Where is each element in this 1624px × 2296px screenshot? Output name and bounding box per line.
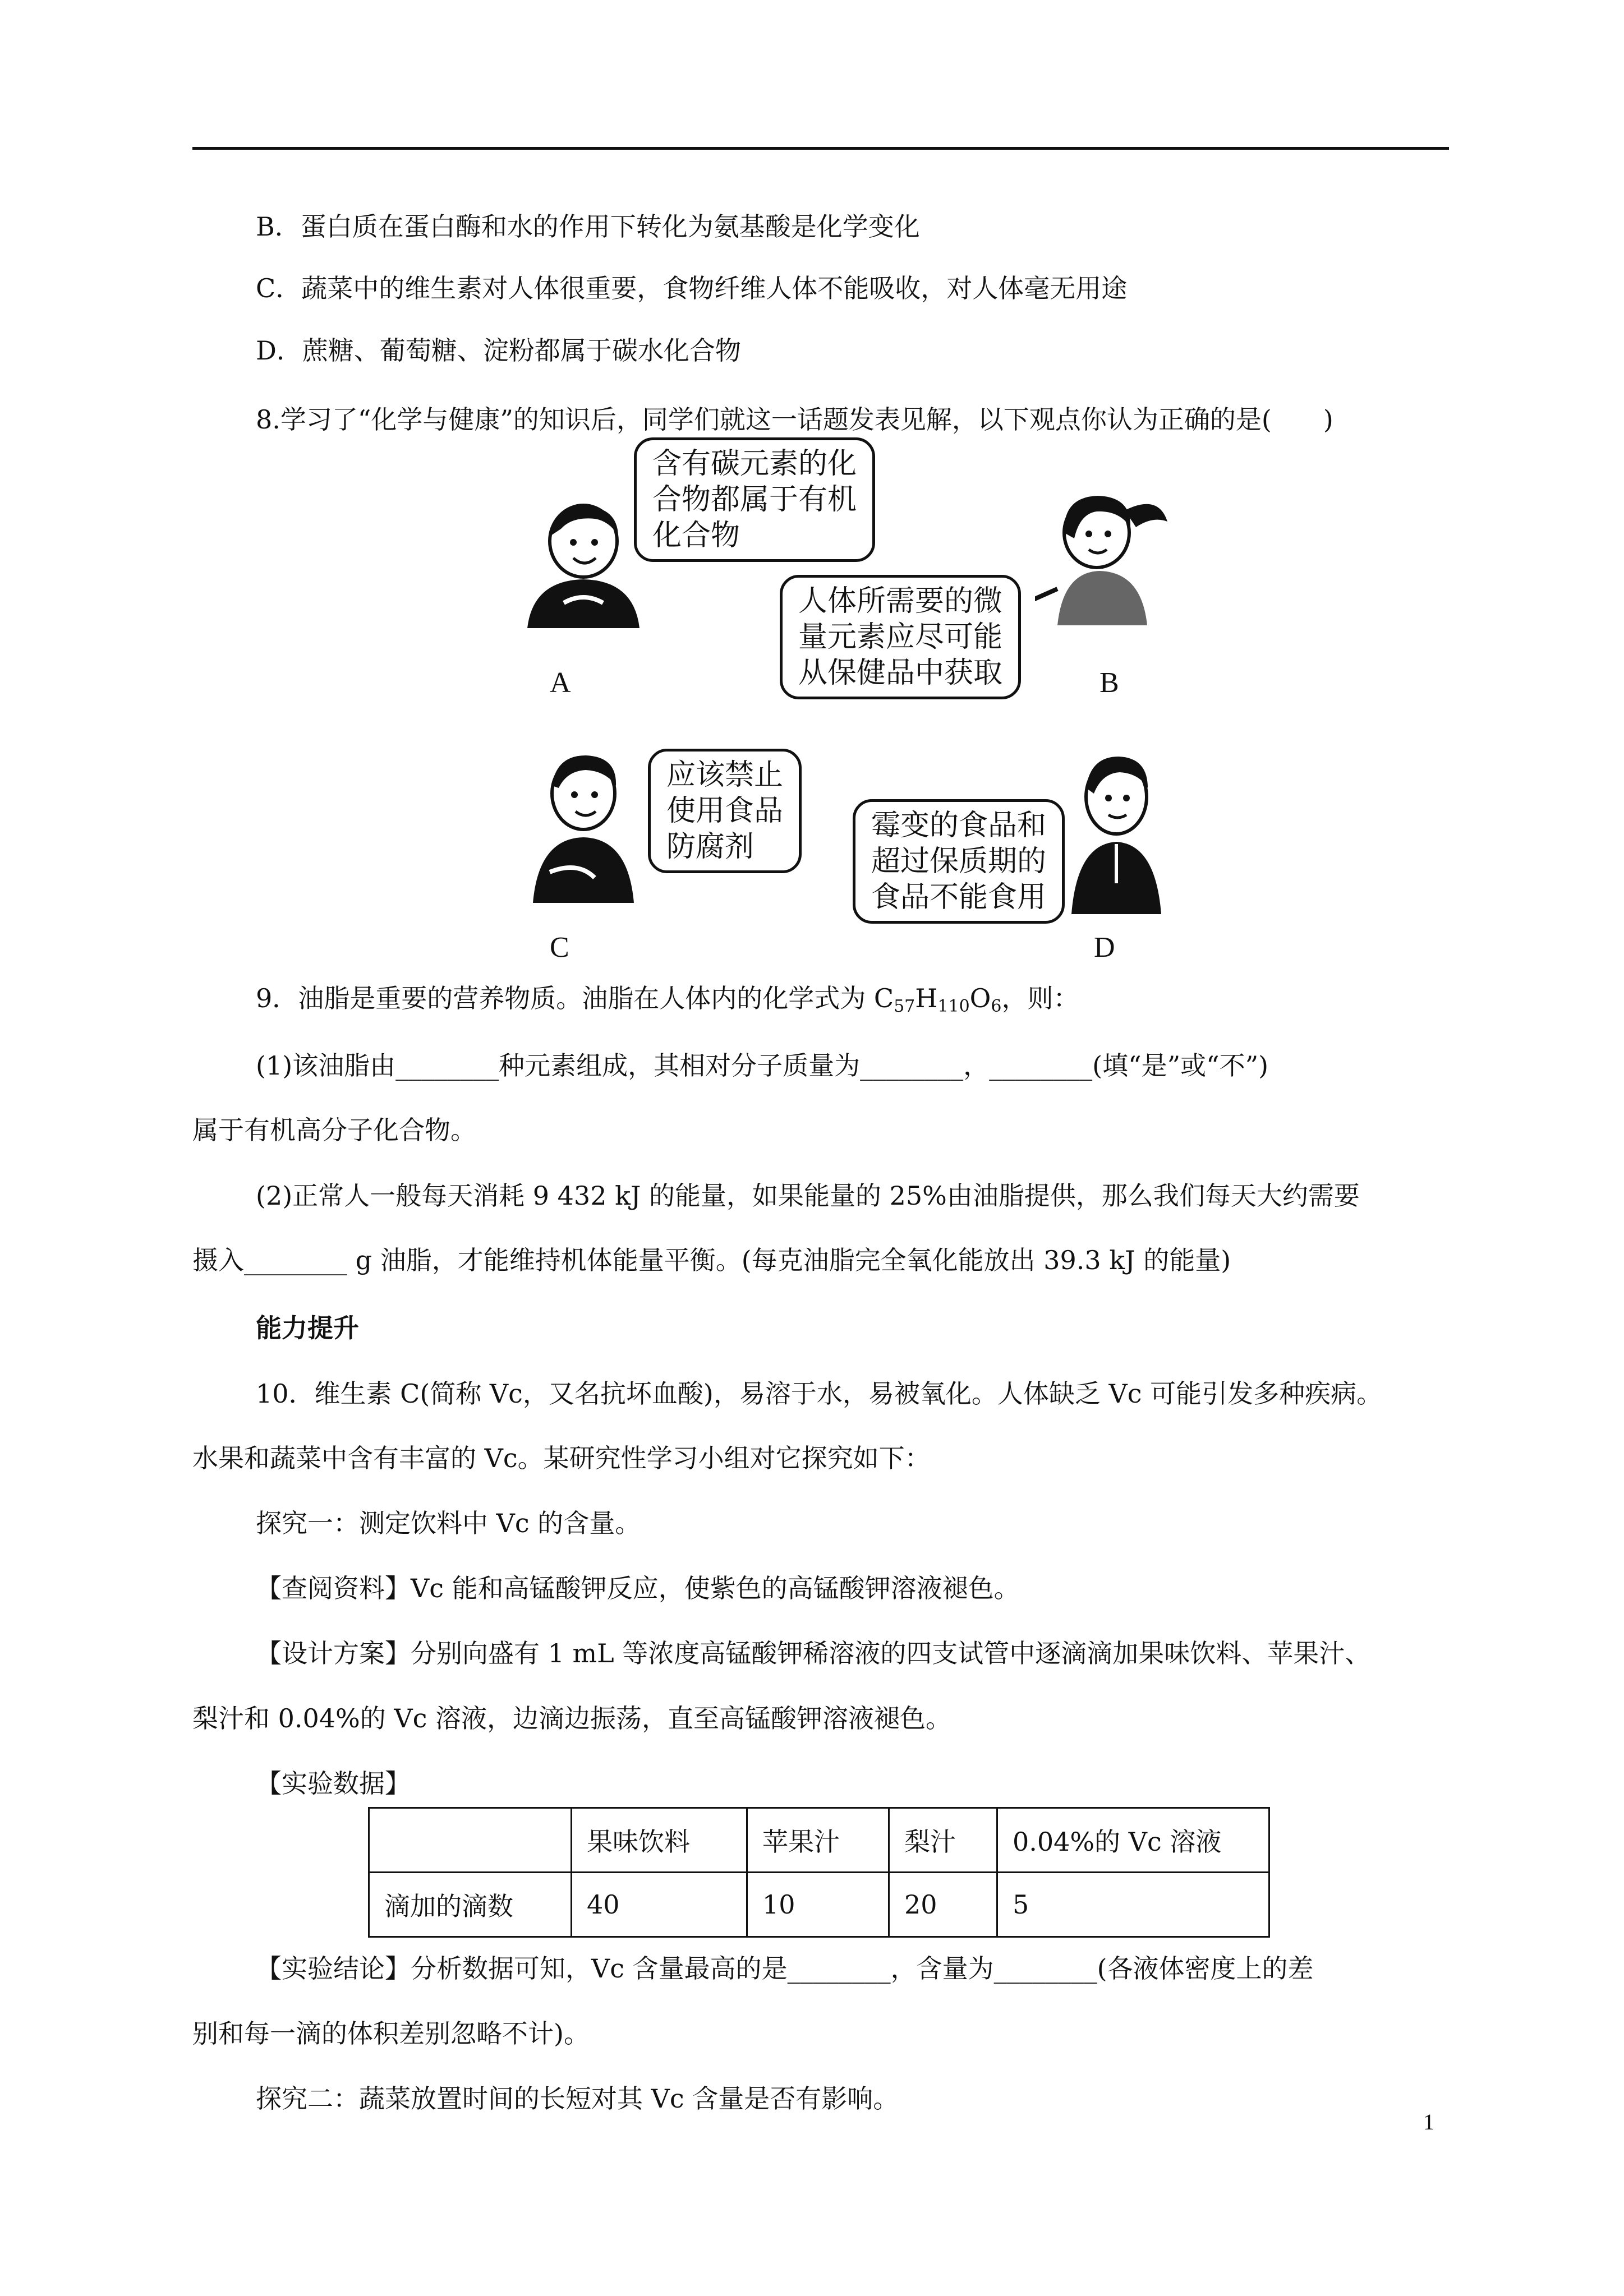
q9-part1-line1: (1)该油脂由________种元素组成，其相对分子质量为________，________(填“是”或“不”) xyxy=(256,1050,1269,1081)
table-cell: 10 xyxy=(747,1873,889,1937)
bubble-a xyxy=(634,437,875,562)
bubble-d-line-3: 食品不能食用 xyxy=(871,880,1047,914)
q10-design-line2: 梨汁和 0.04%的 Vc 溶液，边滴边振荡，直至高锰酸钾溶液褪色。 xyxy=(192,1703,951,1733)
bubble-b-line-2: 量元素应尽可能 xyxy=(798,620,1003,654)
bubble-b-line-1: 人体所需要的微 xyxy=(798,584,1003,618)
table-cell: 滴加的滴数 xyxy=(369,1873,572,1937)
section-title: 能力提升 xyxy=(256,1313,359,1343)
bubble-d-line-1: 霉变的食品和 xyxy=(871,809,1047,842)
bubble-b xyxy=(780,575,1021,699)
table-header-cell: 梨汁 xyxy=(889,1808,997,1873)
q9-sub-3: 6 xyxy=(991,997,1002,1016)
q9-part2-line2: 摄入________ g 油脂，才能维持机体能量平衡。(每克油脂完全氧化能放出 39.3 kJ 的能量) xyxy=(192,1245,1231,1275)
q10-explore-1: 探究一：测定饮料中 Vc 的含量。 xyxy=(256,1508,641,1538)
bubble-a-line-3: 化合物 xyxy=(652,519,740,552)
q9-part1-line2: 属于有机高分子化合物。 xyxy=(192,1115,476,1145)
bubble-c-line-1: 应该禁止 xyxy=(666,758,784,792)
table-cell: 20 xyxy=(889,1873,997,1937)
q9-part2-line1: (2)正常人一般每天消耗 9 432 kJ 的能量，如果能量的 25%由油脂提供，那么我们每天大约需要 xyxy=(256,1181,1360,1211)
q9-text-pre: 9．油脂是重要的营养物质。油脂在人体内的化学式为 C xyxy=(256,983,894,1013)
table-row xyxy=(369,1873,1269,1937)
vc-data-table xyxy=(368,1807,1270,1938)
label-a: A xyxy=(550,667,571,699)
table-header-cell: 0.04%的 Vc 溶液 xyxy=(997,1808,1269,1873)
man-d-illustration xyxy=(1060,749,1172,917)
q9-sub-2: 110 xyxy=(937,997,970,1016)
table-cell: 5 xyxy=(997,1873,1269,1937)
table-header-row xyxy=(369,1808,1269,1873)
q10-conclusion-line2: 别和每一滴的体积差别忽略不计)。 xyxy=(192,2018,590,2049)
option-d: D．蔗糖、葡萄糖、淀粉都属于碳水化合物 xyxy=(256,335,741,366)
table-header-cell xyxy=(369,1808,572,1873)
q10-conclusion-line1: 【实验结论】分析数据可知，Vc 含量最高的是________，含量为________(各液体密度上的差 xyxy=(256,1953,1314,1984)
boy-c-illustration xyxy=(516,749,651,906)
bubble-a-line-2: 合物都属于有机 xyxy=(652,483,857,517)
label-d: D xyxy=(1094,932,1115,963)
bubble-d-line-2: 超过保质期的 xyxy=(871,845,1047,878)
girl-b-illustration xyxy=(1035,488,1181,628)
page-number: 1 xyxy=(1423,2109,1434,2134)
bubble-b-line-3: 从保健品中获取 xyxy=(798,656,1003,690)
question-8: 8.学习了“化学与健康”的知识后，同学们就这一话题发表见解，以下观点你认为正确的是( ) xyxy=(256,404,1333,435)
bubble-c-line-3: 防腐剂 xyxy=(666,830,755,864)
q10-explore-2: 探究二：蔬菜放置时间的长短对其 Vc 含量是否有影响。 xyxy=(256,2083,899,2114)
bubble-d xyxy=(853,799,1065,924)
label-b: B xyxy=(1099,667,1119,699)
q10-line2: 水果和蔬菜中含有丰富的 Vc。某研究性学习小组对它探究如下： xyxy=(192,1443,931,1473)
q10-line1: 10．维生素 C(简称 Vc，又名抗坏血酸)，易溶于水，易被氧化。人体缺乏 Vc 可能引发多种疾病。 xyxy=(256,1378,1383,1409)
option-b: B．蛋白质在蛋白酶和水的作用下转化为氨基酸是化学变化 xyxy=(256,211,920,242)
q9-text-post: ，则： xyxy=(1001,983,1079,1013)
table-header-cell: 苹果汁 xyxy=(747,1808,889,1873)
bubble-c xyxy=(648,749,802,873)
q10-design-line1: 【设计方案】分别向盛有 1 mL 等浓度高锰酸钾稀溶液的四支试管中逐滴滴加果味饮料、苹果汁、 xyxy=(256,1638,1371,1668)
question-9 xyxy=(256,981,1079,1015)
header-rule xyxy=(192,147,1449,150)
bubble-a-line-1: 含有碳元素的化 xyxy=(652,447,857,481)
bubble-c-line-2: 使用食品 xyxy=(666,794,784,828)
label-c: C xyxy=(550,932,569,963)
q10-data-title: 【实验数据】 xyxy=(256,1768,411,1799)
q10-info: 【查阅资料】Vc 能和高锰酸钾反应，使紫色的高锰酸钾溶液褪色。 xyxy=(256,1573,1020,1603)
table-header-cell: 果味饮料 xyxy=(572,1808,747,1873)
option-c: C．蔬菜中的维生素对人体很重要，食物纤维人体不能吸收，对人体毫无用途 xyxy=(256,273,1128,303)
q9-o: O xyxy=(969,983,991,1013)
table-cell: 40 xyxy=(572,1873,747,1937)
q9-sub-1: 57 xyxy=(894,997,915,1016)
q9-h: H xyxy=(915,983,938,1013)
